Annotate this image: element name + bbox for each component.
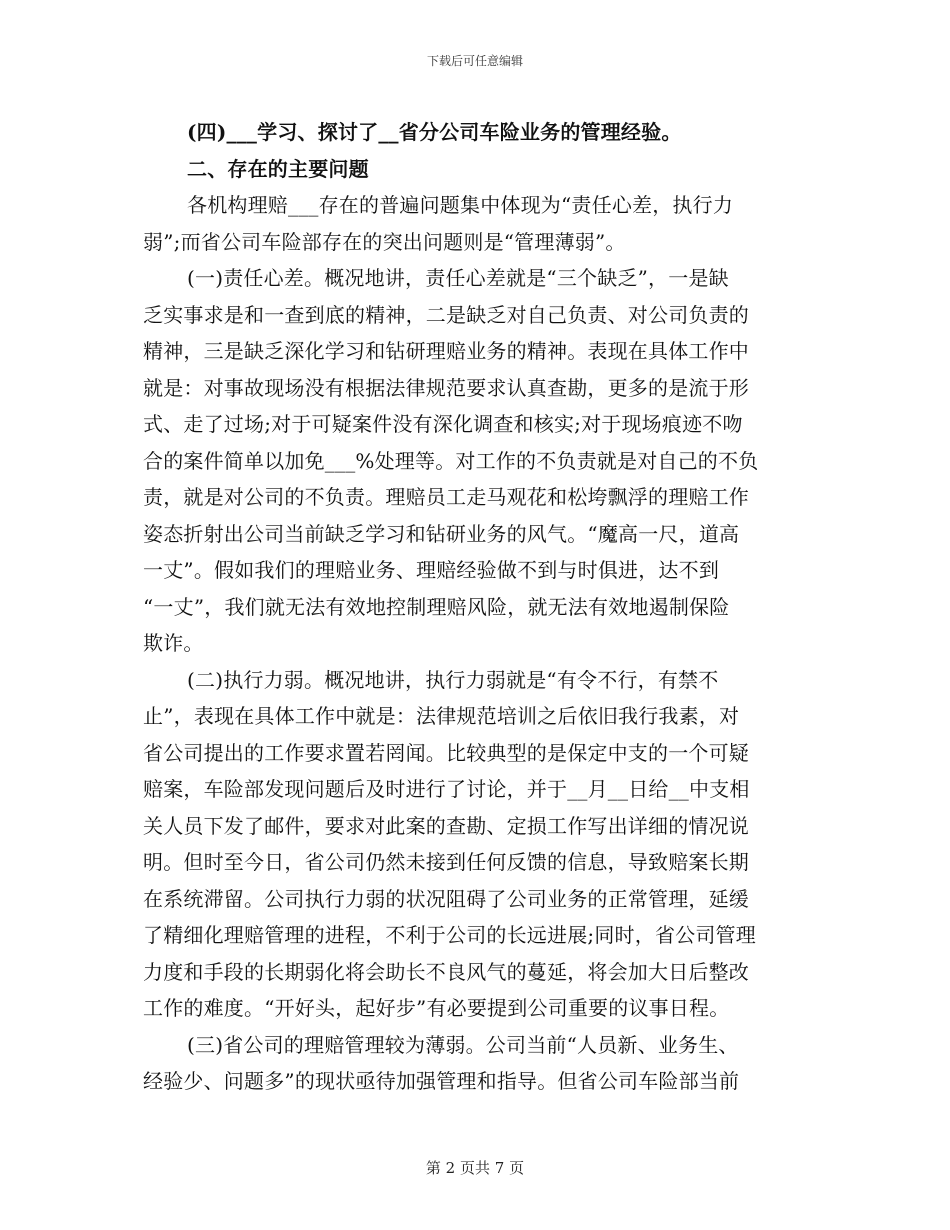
text-line: 经验少、问题多”的现状亟待加强管理和指导。但省公司车险部当前	[143, 1069, 740, 1093]
text-line: 在系统滞留。公司执行力弱的状况阻碍了公司业务的正常管理，延缓	[143, 886, 749, 911]
text-line: 合的案件简单以加免___%处理等。对工作的不负责就是对自己的不负	[143, 448, 759, 473]
document-body	[143, 114, 805, 1100]
text-line: 明。但时至今日，省公司仍然未接到任何反馈的信息，导致赔案长期	[143, 850, 749, 874]
text-line: 乏实事求是和一查到底的精神，二是缺乏对自己负责、对公司负责的	[143, 302, 749, 327]
text-line: 赔案，车险部发现问题后及时进行了讨论，并于__月__日给__中支相	[143, 777, 750, 801]
text-line: 姿态折射出公司当前缺乏学习和钻研业务的风气。“魔高一尺，道高	[143, 521, 740, 546]
page-header: 下载后可任意编辑	[426, 54, 523, 68]
text-line: 了精细化理赔管理的进程，不利于公司的长远进展;同时，省公司管理	[143, 923, 756, 947]
text-line: 就是：对事故现场没有根据法律规范要求认真查勘，更多的是流于形	[143, 375, 749, 400]
text-line: 精神，三是缺乏深化学习和钻研理赔业务的精神。表现在具体工作中	[143, 339, 749, 363]
text-line: (一)责任心差。概况地讲，责任心差就是“三个缺乏”，一是缺	[187, 266, 729, 290]
text-line: (三)省公司的理赔管理较为薄弱。公司当前“人员新、业务生、	[187, 1032, 739, 1057]
text-line: 止”，表现在具体工作中就是：法律规范培训之后依旧我行我素，对	[143, 704, 740, 728]
heading-line: (四)___学习、探讨了__省分公司车险业务的管理经验。	[187, 120, 682, 144]
text-line: 一丈”。假如我们的理赔业务、理赔经验做不到与时俱进，达不到	[143, 558, 720, 582]
text-line: 责，就是对公司的不负责。理赔员工走马观花和松垮飘浮的理赔工作	[143, 485, 749, 509]
text-line: 式、走了过场;对于可疑案件没有深化调查和核实;对于现场痕迹不吻	[143, 412, 743, 436]
text-line: 关人员下发了邮件，要求对此案的查勘、定损工作写出详细的情况说	[143, 813, 749, 838]
heading-line: 二、存在的主要问题	[187, 156, 369, 181]
text-line: “一丈”，我们就无法有效地控制理赔风险，就无法有效地遏制保险	[143, 594, 730, 619]
page-footer: 第 2 页共 7 页	[425, 1159, 525, 1177]
text-line: 弱”;而省公司车险部存在的突出问题则是“管理薄弱”。	[143, 229, 626, 254]
text-line: 省公司提出的工作要求置若罔闻。比较典型的是保定中支的一个可疑	[143, 740, 749, 765]
text-line: 欺诈。	[143, 631, 204, 655]
text-line: (二)执行力弱。概况地讲，执行力弱就是“有令不行，有禁不	[187, 667, 719, 692]
text-line: 各机构理赔___存在的普遍问题集中体现为“责任心差，执行力	[187, 193, 734, 217]
text-line: 力度和手段的长期弱化将会助长不良风气的蔓延，将会加大日后整改	[143, 959, 749, 984]
text-line: 工作的难度。“开好头，起好步”有必要提到公司重要的议事日程。	[143, 996, 730, 1020]
